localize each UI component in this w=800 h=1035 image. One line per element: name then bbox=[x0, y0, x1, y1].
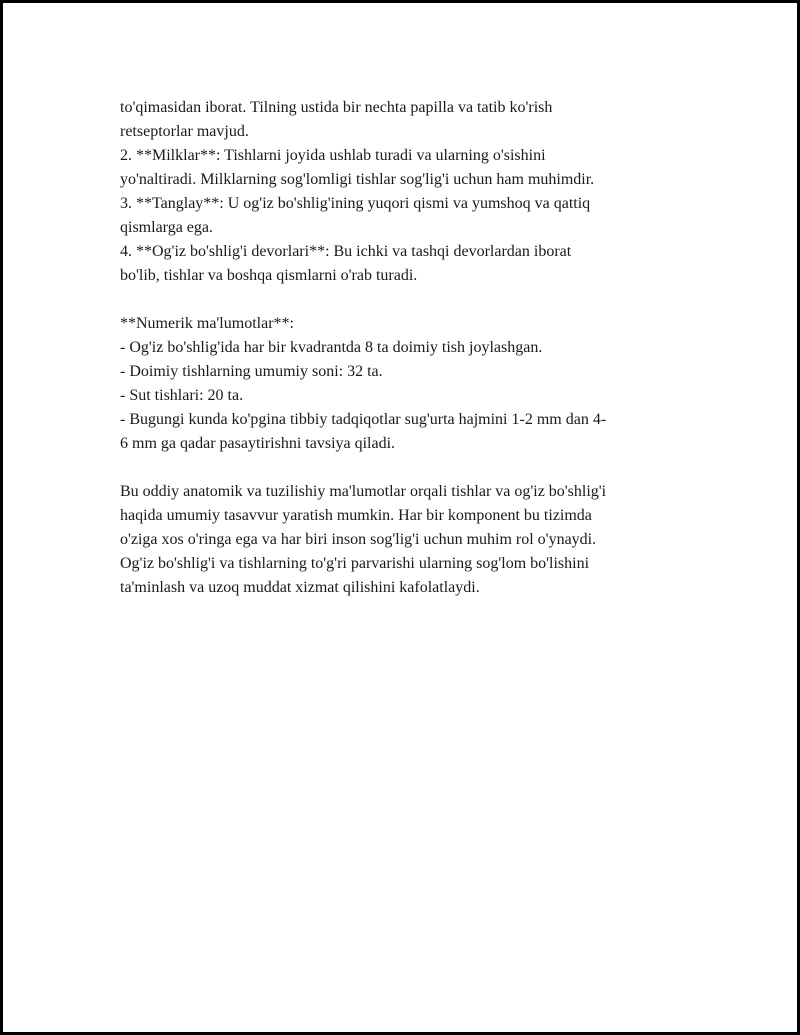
text-line: 3. **Tanglay**: U og'iz bo'shlig'ining yuqori qismi va yumshoq va qattiq bbox=[120, 195, 591, 212]
section-heading: **Numerik ma'lumotlar**: bbox=[120, 315, 294, 332]
text-line: yo'naltiradi. Milklarning sog'lomligi tishlar sog'lig'i uchun ham muhimdir. bbox=[120, 171, 595, 188]
text-line: haqida umumiy tasavvur yaratish mumkin. Har bir komponent bu tizimda bbox=[120, 507, 592, 524]
text-line: 2. **Milklar**: Tishlarni joyida ushlab turadi va ularning o'sishini bbox=[120, 147, 546, 164]
text-line: Og'iz bo'shlig'i va tishlarning to'g'ri parvarishi ularning sog'lom bo'lishini bbox=[120, 555, 590, 572]
paragraph-numeric-data bbox=[120, 312, 690, 456]
paragraph-spacer bbox=[120, 456, 690, 480]
text-line: - Sut tishlari: 20 ta. bbox=[120, 387, 244, 404]
text-line: retseptorlar mavjud. bbox=[120, 123, 249, 140]
text-line: qismlarga ega. bbox=[120, 219, 214, 236]
text-line: ta'minlash va uzoq muddat xizmat qilishini kafolatlaydi. bbox=[120, 579, 480, 596]
text-line: Bu oddiy anatomik va tuzilishiy ma'lumotlar orqali tishlar va og'iz bo'shlig'i bbox=[120, 483, 607, 500]
text-line: - Doimiy tishlarning umumiy soni: 32 ta. bbox=[120, 363, 383, 380]
text-line: - Og'iz bo'shlig'ida har bir kvadrantda 8 ta doimiy tish joylashgan. bbox=[120, 339, 543, 356]
paragraph-spacer bbox=[120, 288, 690, 312]
document-body bbox=[120, 96, 690, 600]
paragraph-anatomy-list bbox=[120, 96, 690, 288]
text-line: to'qimasidan iborat. Tilning ustida bir nechta papilla va tatib ko'rish bbox=[120, 99, 553, 116]
paragraph-conclusion bbox=[120, 480, 690, 600]
text-line: bo'lib, tishlar va boshqa qismlarni o'rab turadi. bbox=[120, 267, 418, 284]
text-line: 6 mm ga qadar pasaytirishni tavsiya qiladi. bbox=[120, 435, 396, 452]
text-line: - Bugungi kunda ko'pgina tibbiy tadqiqotlar sug'urta hajmini 1-2 mm dan 4- bbox=[120, 411, 607, 428]
text-line: 4. **Og'iz bo'shlig'i devorlari**: Bu ichki va tashqi devorlardan iborat bbox=[120, 243, 572, 260]
text-line: o'ziga xos o'ringa ega va har biri inson sog'lig'i uchun muhim rol o'ynaydi. bbox=[120, 531, 597, 548]
